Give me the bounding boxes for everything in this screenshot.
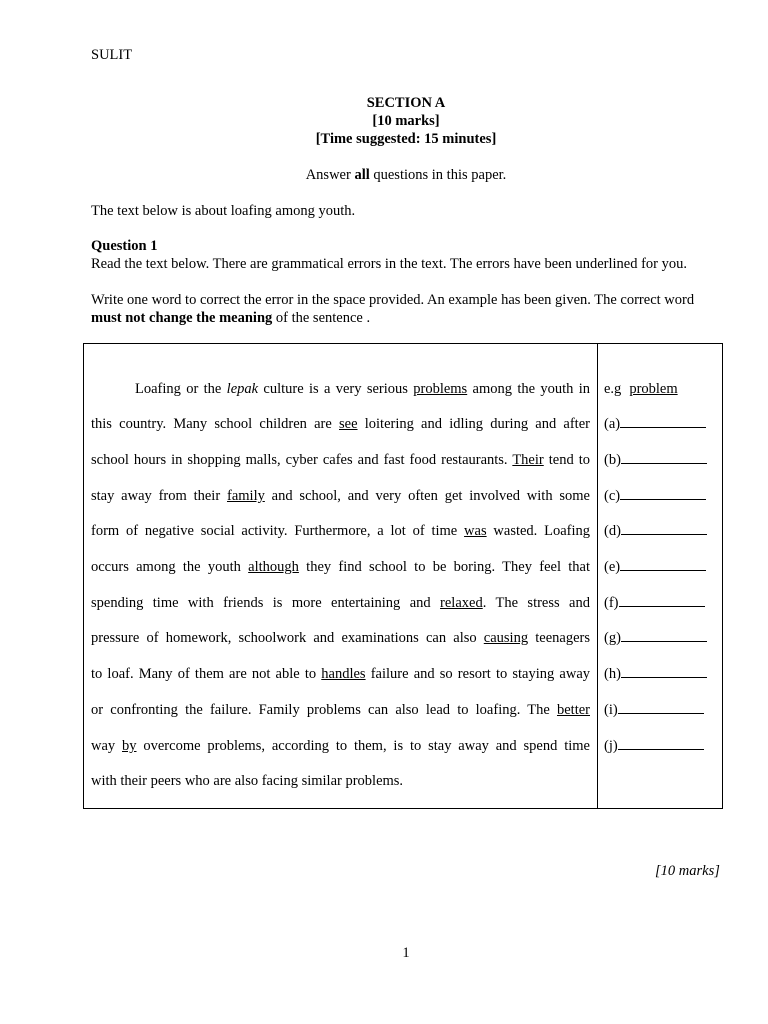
answer-blank-g[interactable]: (g) <box>604 629 707 647</box>
answer-blank-a[interactable]: (a) <box>604 415 706 433</box>
section-marks: [10 marks] <box>372 113 440 129</box>
passage-line-12: with their peers who are also facing similar problems. <box>91 773 404 789</box>
section-title: SECTION A <box>366 95 446 111</box>
question-title: Question 1 <box>91 238 158 254</box>
passage-line-4: stay away from their family and school, and very often get involved with some <box>91 488 590 504</box>
instruction-post: questions in this paper. <box>369 167 507 183</box>
answer-blank-h[interactable]: (h) <box>604 665 707 683</box>
question-instruction-1: Read the text below. There are grammatical errors in the text. The errors have been underlined for you. <box>91 256 688 272</box>
question-instruction-2: Write one word to correct the error in the space provided. An example has been given. The correct word <box>91 292 695 308</box>
instruction-rest: of the sentence . <box>272 310 371 326</box>
classification-label: SULIT <box>91 47 133 63</box>
answer-blank-b[interactable]: (b) <box>604 451 707 469</box>
passage-line-3: school hours in shopping malls, cyber cafes and fast food restaurants. Their tend to <box>91 452 591 468</box>
example-answer: problem <box>629 381 678 397</box>
instruction-bold: all <box>354 167 370 183</box>
passage-line-9: to loaf. Many of them are not able to handles failure and so resort to staying away <box>91 666 590 682</box>
answer-blank-j[interactable]: (j) <box>604 737 704 755</box>
passage-line-11: way by overcome problems, according to them, is to stay away and spend time <box>91 738 590 754</box>
answer-blank-i[interactable]: (i) <box>604 701 704 719</box>
passage-line-5: form of negative social activity. Furthermore, a lot of time was wasted. Loafing <box>91 523 590 539</box>
passage-line-1: Loafing or the lepak culture is a very serious problems among the youth in <box>135 381 590 397</box>
example-label: e.g <box>604 381 622 397</box>
instruction-emphasis: must not change the meaning <box>91 310 273 326</box>
total-marks: [10 marks] <box>655 863 720 879</box>
answer-blank-c[interactable]: (c) <box>604 487 706 505</box>
section-time: [Time suggested: 15 minutes] <box>315 131 497 147</box>
passage-line-7: spending time with friends is more entertaining and relaxed. The stress and <box>91 595 590 611</box>
answer-example <box>604 380 678 398</box>
question-instruction-3 <box>91 309 370 327</box>
instruction-text <box>0 166 768 184</box>
answer-blank-e[interactable]: (e) <box>604 558 706 576</box>
answer-blank-d[interactable]: (d) <box>604 522 707 540</box>
passage-line-10: or confronting the failure. Family problems can also lead to loafing. The better <box>91 702 590 718</box>
passage-line-8: pressure of homework, schoolwork and examinations can also causing teenagers <box>91 630 590 646</box>
table-divider <box>597 343 598 808</box>
answer-blank-f[interactable]: (f) <box>604 594 705 612</box>
passage-line-6: occurs among the youth although they find school to be boring. They feel that <box>91 559 590 575</box>
page-number: 1 <box>402 945 410 961</box>
passage-line-2: this country. Many school children are see loitering and idling during and after <box>91 416 590 432</box>
intro-text: The text below is about loafing among youth. <box>91 203 356 219</box>
instruction-pre: Answer <box>305 167 355 183</box>
